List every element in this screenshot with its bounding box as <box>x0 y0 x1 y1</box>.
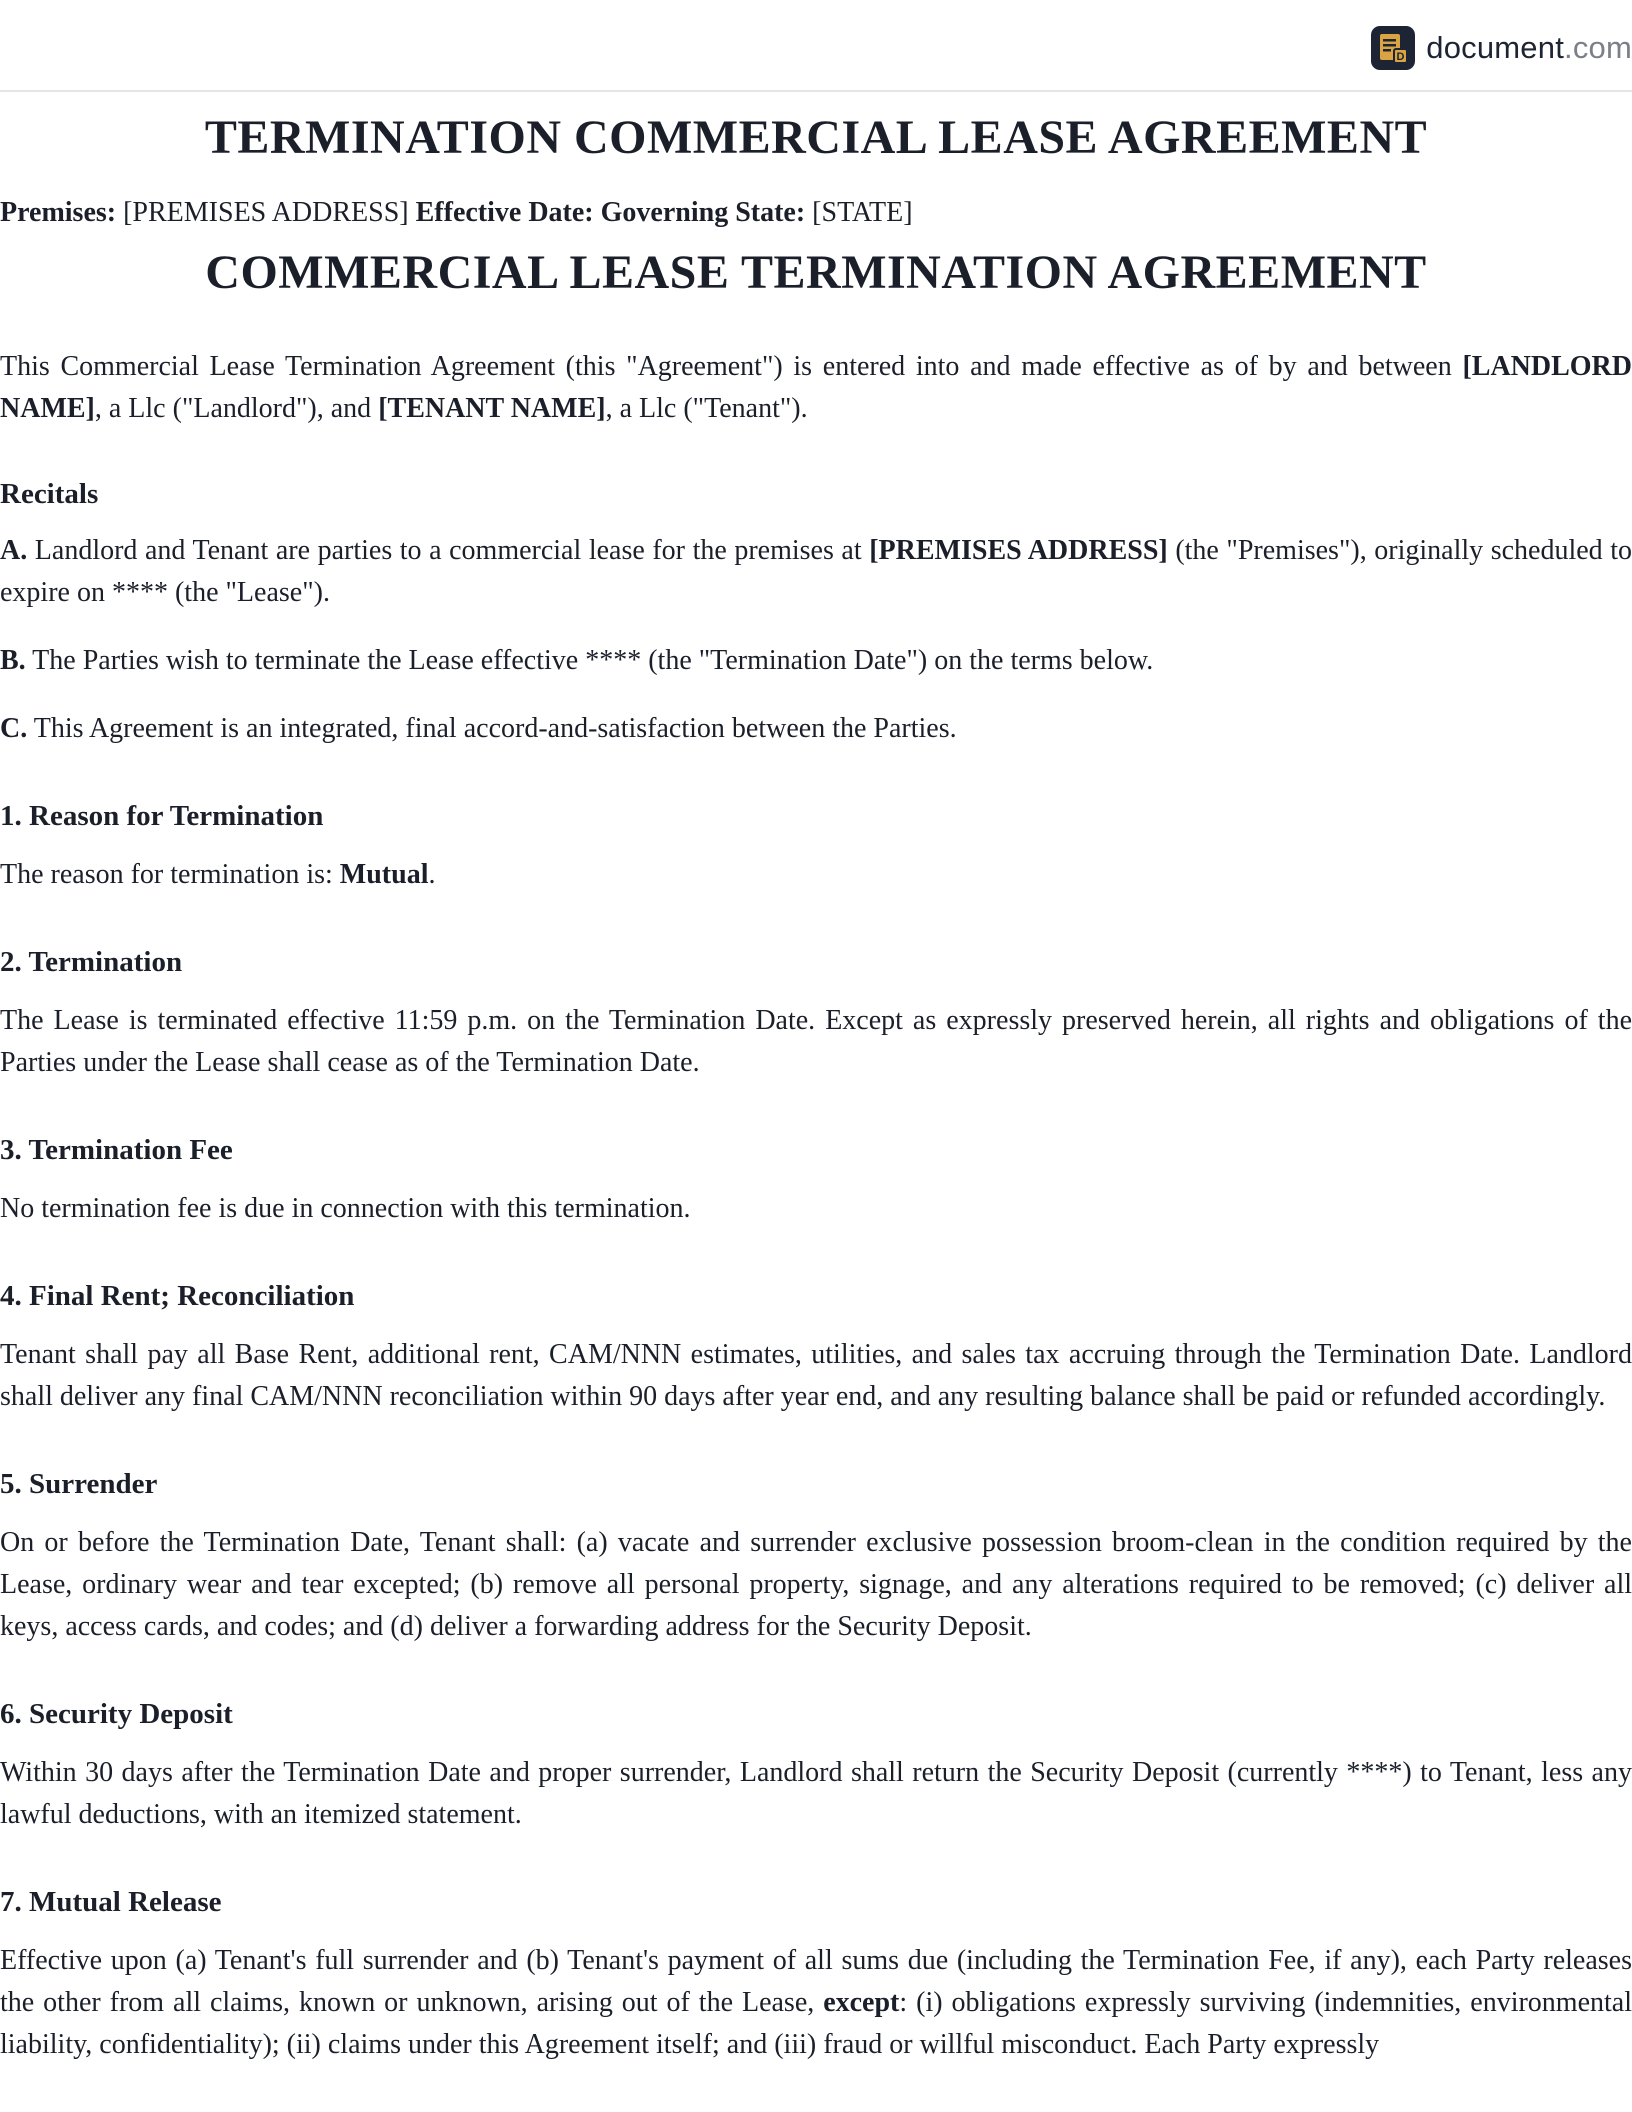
termination-reason: Mutual <box>339 859 429 890</box>
section-5-heading: 5. Surrender <box>0 1468 158 1500</box>
recital-a <box>0 530 1632 614</box>
governing-state-value: [STATE] <box>812 197 913 228</box>
section-1-body <box>0 854 1632 896</box>
section-6-body: Within 30 days after the Termination Date and proper surrender, Landlord shall return the Security Deposit (currently ****) to Tenant, less any lawful deductions, with an itemized statement. <box>0 1757 1632 1830</box>
section-6-heading: 6. Security Deposit <box>0 1698 233 1730</box>
document-page <box>0 92 1632 2066</box>
document-logo-icon <box>1370 25 1416 71</box>
recital-a-premises: [PREMISES ADDRESS] <box>869 535 1168 566</box>
recital-a-label: A. <box>0 535 28 566</box>
section-2-heading: 2. Termination <box>0 946 183 978</box>
section-4-heading: 4. Final Rent; Reconciliation <box>0 1280 355 1312</box>
recital-c-label: C. <box>0 713 28 744</box>
recital-b <box>0 640 1632 682</box>
intro-text-2: , a Llc ("Landlord"), and <box>94 393 379 424</box>
tenant-name: [TENANT NAME] <box>378 393 606 424</box>
intro-text-3: , a Llc ("Tenant"). <box>605 393 808 424</box>
recital-a-text-2: (the "Premises"), originally scheduled to expire on **** (the "Lease"). <box>0 535 1632 608</box>
section-3-heading: 3. Termination Fee <box>0 1134 233 1166</box>
intro-text-1: This Commercial Lease Termination Agreement (this "Agreement") is entered into and made effective as of by and between <box>0 351 1463 382</box>
section-1-text-2: . <box>428 859 436 890</box>
brand-tld: .com <box>1564 30 1632 65</box>
governing-state-label: Governing State: <box>600 197 806 228</box>
recital-b-label: B. <box>0 645 26 676</box>
section-5-body: On or before the Termination Date, Tenant shall: (a) vacate and surrender exclusive possession broom-clean in the condition required by the Lease, ordinary wear and tear excepted; (b) remove all personal property, signage, and any alterations required to be removed; (c) deliver all keys, access cards, and codes; and (d) deliver a forwarding address for the Security Deposit. <box>0 1527 1632 1642</box>
recital-c <box>0 708 1632 750</box>
intro-paragraph <box>0 346 1632 430</box>
premises-value: [PREMISES ADDRESS] <box>123 197 409 228</box>
effective-date-label: Effective Date: <box>415 197 594 228</box>
recitals-heading: Recitals <box>0 478 99 510</box>
premises-label: Premises: <box>0 197 117 228</box>
recital-c-text: This Agreement is an integrated, final accord-and-satisfaction between the Parties. <box>27 713 957 744</box>
section-3-body: No termination fee is due in connection with this termination. <box>0 1193 691 1224</box>
document-title: TERMINATION COMMERCIAL LEASE AGREEMENT <box>204 111 1428 164</box>
brand-wordmark <box>1426 30 1632 66</box>
section-2-body: The Lease is terminated effective 11:59 p.m. on the Termination Date. Except as expressly preserved herein, all rights and obligations of the Parties under the Lease shall cease as of the Termination Date. <box>0 1005 1632 1078</box>
brand-logo[interactable] <box>1370 24 1632 72</box>
section-1-text-1: The reason for termination is: <box>0 859 340 890</box>
section-7-text-2: : (i) obligations expressly surviving (indemnities, environmental liability, confidentiality); (ii) claims under this Agreement itself; and (iii) fraud or willful misconduct. Each Party expressly <box>0 1987 1632 2060</box>
svg-text:D: D <box>1396 51 1405 63</box>
document-meta <box>0 193 1632 233</box>
top-bar <box>0 0 1632 92</box>
section-7-except: except <box>823 1987 900 2018</box>
section-4-body: Tenant shall pay all Base Rent, additional rent, CAM/NNN estimates, utilities, and sales tax accruing through the Termination Date. Landlord shall deliver any final CAM/NNN reconciliation within 90 days after year end, and any resulting balance shall be paid or refunded accordingly. <box>0 1339 1632 1412</box>
section-1-heading: 1. Reason for Termination <box>0 800 324 832</box>
document-subtitle: COMMERCIAL LEASE TERMINATION AGREEMENT <box>205 246 1427 299</box>
recital-b-text: The Parties wish to terminate the Lease effective **** (the "Termination Date") on the terms below. <box>25 645 1154 676</box>
section-7-body <box>0 1940 1632 2066</box>
landlord-name: [LANDLORD NAME] <box>0 351 1632 424</box>
section-7-heading: 7. Mutual Release <box>0 1886 222 1918</box>
recital-a-text-1: Landlord and Tenant are parties to a commercial lease for the premises at <box>27 535 870 566</box>
section-7-text-1: Effective upon (a) Tenant's full surrender and (b) Tenant's payment of all sums due (including the Termination Fee, if any), each Party releases the other from all claims, known or unknown, arising out of the Lease, <box>0 1945 1632 2018</box>
brand-name: document <box>1426 30 1565 65</box>
